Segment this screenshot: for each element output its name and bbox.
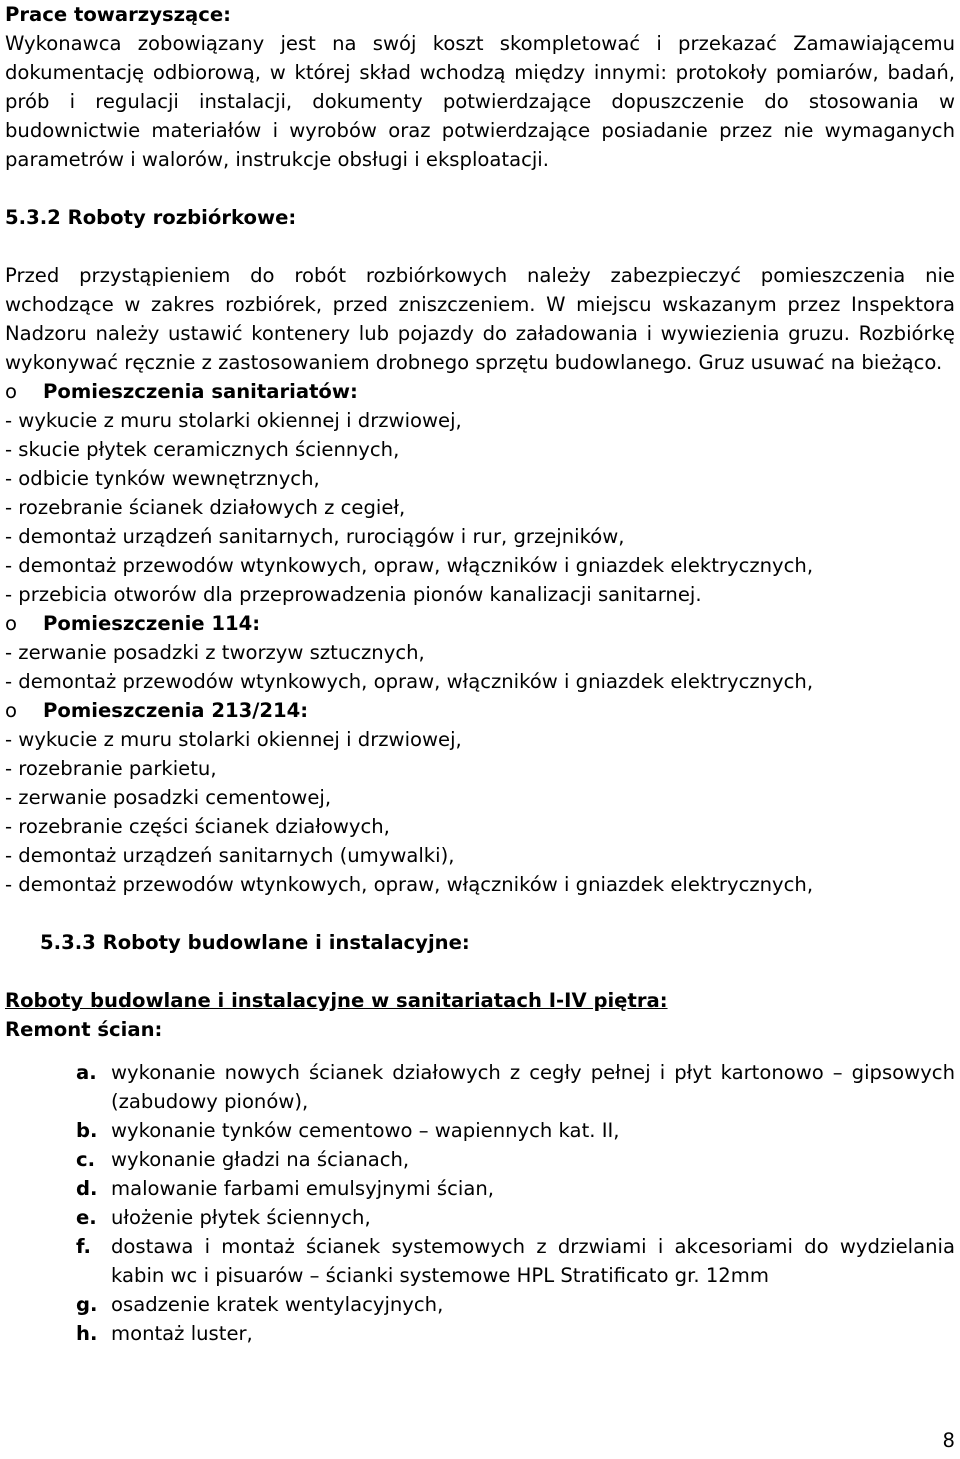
lettered-list xyxy=(0,1058,960,1348)
list-item xyxy=(76,1174,955,1203)
list-item: - wykucie z muru stolarki okiennej i drzwiowej, xyxy=(5,728,462,751)
room-group-sanitariaty xyxy=(0,377,960,406)
list-item: - skucie płytek ceramicznych ściennych, xyxy=(5,438,400,461)
list-item xyxy=(76,1145,955,1174)
list-letter: h. xyxy=(76,1322,98,1345)
room-group-title: Pomieszczenie 114: xyxy=(43,612,261,635)
list-item: - zerwanie posadzki z tworzyw sztucznych, xyxy=(5,641,425,664)
room-group-213-214 xyxy=(0,696,960,725)
list-item: - demontaż przewodów wtynkowych, opraw, włączników i gniazdek elektrycznych, xyxy=(5,554,814,577)
room-group-title: Pomieszczenia sanitariatów: xyxy=(43,380,358,403)
budowlane-heading: 5.3.3 Roboty budowlane i instalacyjne: xyxy=(40,931,470,954)
bullet-marker: o xyxy=(5,699,17,722)
rozbiorkowe-heading: 5.3.2 Roboty rozbiórkowe: xyxy=(5,206,297,229)
prace-heading: Prace towarzyszące: xyxy=(5,3,231,26)
list-text: ułożenie płytek ściennych, xyxy=(111,1206,371,1229)
section-roboty-budowlane xyxy=(0,928,960,1348)
list-item: - rozebranie części ścianek działowych, xyxy=(5,815,390,838)
list-item: - rozebranie parkietu, xyxy=(5,757,217,780)
section-roboty-rozbiorkowe xyxy=(0,203,960,899)
list-letter: g. xyxy=(76,1293,98,1316)
list-letter: a. xyxy=(76,1061,97,1084)
page-number: 8 xyxy=(942,1429,955,1452)
list-text: osadzenie kratek wentylacyjnych, xyxy=(111,1293,444,1316)
list-item: - demontaż urządzeń sanitarnych, rurociągów i rur, grzejników, xyxy=(5,525,625,548)
list-letter: b. xyxy=(76,1119,98,1142)
room-group-114 xyxy=(0,609,960,638)
list-text: wykonanie gładzi na ścianach, xyxy=(111,1148,410,1171)
list-item xyxy=(76,1290,955,1319)
list-item xyxy=(76,1319,955,1348)
list-item xyxy=(76,1203,955,1232)
section-prace-towarzyszace xyxy=(0,0,960,174)
bullet-marker: o xyxy=(5,380,17,403)
list-item: - demontaż urządzeń sanitarnych (umywalki), xyxy=(5,844,455,867)
list-letter: e. xyxy=(76,1206,97,1229)
list-letter: c. xyxy=(76,1148,96,1171)
list-item: - przebicia otworów dla przeprowadzenia pionów kanalizacji sanitarnej. xyxy=(5,583,702,606)
rozbiorkowe-body: Przed przystąpieniem do robót rozbiórkowych należy zabezpieczyć pomieszczenia nie wchodzące w zakres rozbiórek, przed zniszczeniem. W miejscu wskazanym przez Inspektora Nadzoru należy ustawić kontenery lub pojazdy do załadowania i wywiezienia gruzu. Rozbiórkę wykonywać ręcznie z zastosowaniem drobnego sprzętu budowlanego. Gruz usuwać na bieżąco. xyxy=(5,264,955,374)
list-text: malowanie farbami emulsyjnymi ścian, xyxy=(111,1177,494,1200)
bullet-marker: o xyxy=(5,612,17,635)
list-item: - wykucie z muru stolarki okiennej i drzwiowej, xyxy=(5,409,462,432)
remont-scian-heading: Remont ścian: xyxy=(5,1018,163,1041)
list-item: - odbicie tynków wewnętrznych, xyxy=(5,467,320,490)
list-text: wykonanie nowych ścianek działowych z cegły pełnej i płyt kartonowo – gipsowych (zabudowy pionów), xyxy=(111,1061,955,1113)
list-text: montaż luster, xyxy=(111,1322,253,1345)
list-item: - demontaż przewodów wtynkowych, opraw, włączników i gniazdek elektrycznych, xyxy=(5,873,814,896)
list-item: - demontaż przewodów wtynkowych, opraw, włączników i gniazdek elektrycznych, xyxy=(5,670,814,693)
budowlane-subheading: Roboty budowlane i instalacyjne w sanitariatach I-IV piętra: xyxy=(5,989,668,1012)
list-item xyxy=(76,1232,955,1290)
list-letter: f. xyxy=(76,1235,91,1258)
list-letter: d. xyxy=(76,1177,98,1200)
list-item: - rozebranie ścianek działowych z cegieł, xyxy=(5,496,406,519)
list-text: dostawa i montaż ścianek systemowych z drzwiami i akcesoriami do wydzielania kabin wc i pisuarów – ścianki systemowe HPL Stratificato gr. 12mm xyxy=(111,1235,955,1287)
list-text: wykonanie tynków cementowo – wapiennych kat. II, xyxy=(111,1119,620,1142)
list-item xyxy=(76,1058,955,1116)
prace-body: Wykonawca zobowiązany jest na swój koszt skompletować i przekazać Zamawiającemu dokumentację odbiorową, w której skład wchodzą między innymi: protokoły pomiarów, badań, prób i regulacji instalacji, dokumenty potwierdzające dopuszczenie do stosowania w budownictwie materiałów i wyrobów oraz potwierdzające posiadanie przez nie wymaganych parametrów i walorów, instrukcje obsługi i eksploatacji. xyxy=(5,32,955,171)
room-group-title: Pomieszczenia 213/214: xyxy=(43,699,309,722)
list-item xyxy=(76,1116,955,1145)
list-item: - zerwanie posadzki cementowej, xyxy=(5,786,332,809)
